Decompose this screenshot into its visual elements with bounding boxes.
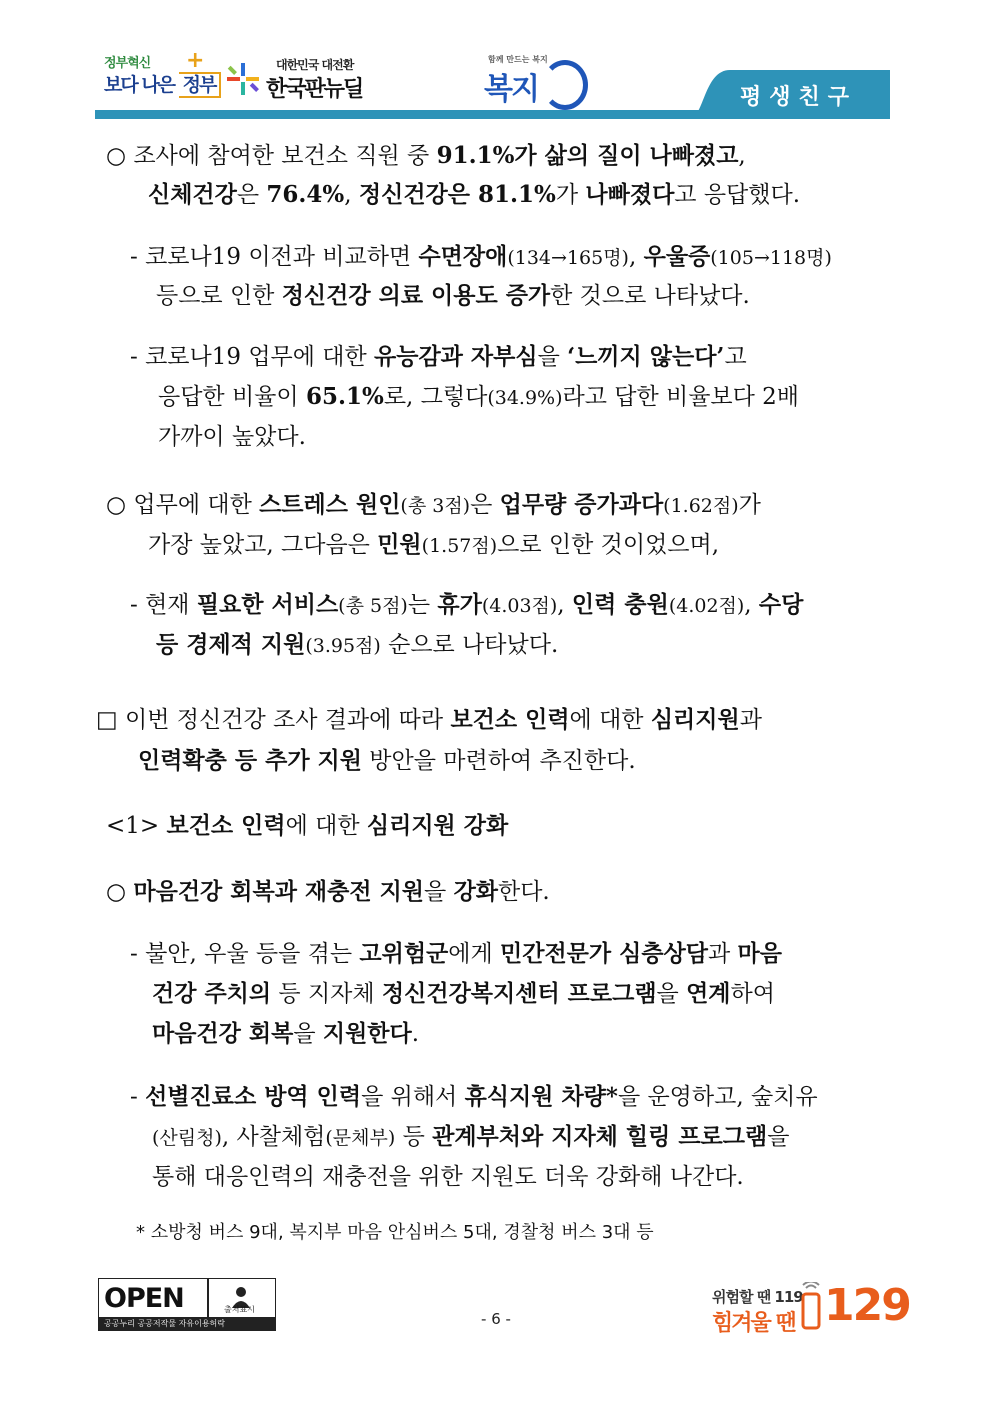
section-heading: <1> 보건소 인력에 대한 심리지원 강화 xyxy=(106,812,509,839)
welfare-logo: 함께 만드는 복지 복지 xyxy=(484,50,584,110)
footnote: * 소방청 버스 9대, 복지부 마음 안심버스 5대, 경찰청 버스 3대 등 xyxy=(136,1222,654,1243)
p3-line3: 가까이 높았다. xyxy=(158,424,306,450)
p1-line1: ○ 조사에 참여한 보건소 직원 중 91.1%가 삶의 질이 나빠졌고, xyxy=(106,142,746,169)
page-header xyxy=(0,0,992,125)
p10-line1: - 선별진료소 방역 인력을 위해서 휴식지원 차량*을 운영하고, 숲치유 xyxy=(130,1083,818,1110)
korean-new-deal-logo: 대한민국 대전환 한국판뉴딜 xyxy=(226,52,386,107)
open-label: OPEN xyxy=(104,1283,184,1314)
p3-line1: - 코로나19 업무에 대한 유능감과 자부심을 ‘느끼지 않는다’고 xyxy=(130,343,747,370)
p2-line2: 등으로 인한 정신건강 의료 이용도 증가한 것으로 나타났다. xyxy=(156,282,750,309)
p6-line2: 인력확충 등 추가 지원 방안을 마련하여 추진한다. xyxy=(138,747,636,774)
p10-line3: 통해 대응인력의 재충전을 위한 지원도 더욱 강화해 나간다. xyxy=(152,1164,744,1190)
p8-line: ○ 마음건강 회복과 재충전 지원을 강화한다. xyxy=(106,878,550,905)
p5-line2: 등 경제적 지원(3.95점) 순으로 나타났다. xyxy=(156,631,559,658)
phone-icon xyxy=(800,1282,822,1330)
header-rule xyxy=(95,110,890,119)
new-deal-mark-icon xyxy=(226,62,260,96)
p9-line2: 건강 주치의 등 지자체 정신건강복지센터 프로그램을 연계하여 xyxy=(152,980,775,1007)
p4-line2: 가장 높았고, 그다음은 민원(1.57점)으로 인한 것이었으며, xyxy=(148,531,720,558)
plus-icon: + xyxy=(186,48,205,73)
p1-line2: 신체건강은 76.4%, 정신건강은 81.1%가 나빠졌다고 응답했다. xyxy=(148,181,801,208)
p3-line2: 응답한 비율이 65.1%로, 그렇다(34.9%)라고 답한 비율보다 2배 xyxy=(158,383,800,410)
p2-line1: - 코로나19 이전과 비교하면 수면장애(134→165명), 우울증(105→118명) xyxy=(130,243,832,270)
p10-line2: (산림청), 사찰체험(문체부) 등 관계부처와 지자체 힐링 프로그램을 xyxy=(152,1123,790,1150)
p9-line1: - 불안, 우울 등을 겪는 고위험군에게 민간전문가 심층상담과 마음 xyxy=(130,940,782,967)
p5-line1: - 현재 필요한 서비스(총 5점)는 휴가(4.03점), 인력 충원(4.02점), 수당 xyxy=(130,591,804,618)
open-sub-label: 공공누리 공공저작물 자유이용허락 xyxy=(104,1319,226,1328)
p4-line1: ○ 업무에 대한 스트레스 원인(총 3점)은 업무량 증가과다(1.62점)가 xyxy=(106,491,761,518)
hotline-129-logo: 위험할 땐 119 힘겨울 땐 129 xyxy=(712,1280,910,1336)
gov-innovation-logo: 정부혁신 보다 나은 정부 + xyxy=(104,52,204,107)
p9-line3: 마음건강 회복을 지원한다. xyxy=(152,1020,420,1047)
page-number: - 6 - xyxy=(481,1310,511,1328)
welfare-ring-icon xyxy=(542,60,588,110)
open-badge-label: 출처표시 xyxy=(224,1305,255,1314)
header-tab-label: 평생친구 xyxy=(740,85,858,110)
p6-line1: □ 이번 정신건강 조사 결과에 따라 보건소 인력에 대한 심리지원과 xyxy=(96,706,762,733)
